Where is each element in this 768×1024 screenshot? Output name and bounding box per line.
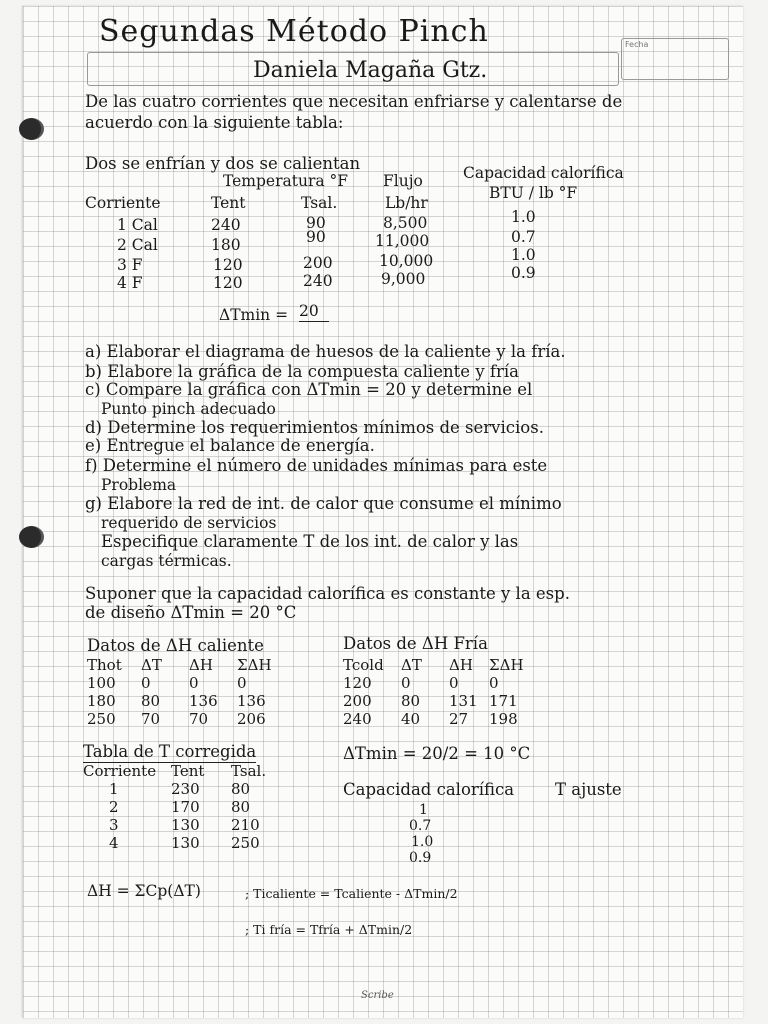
table-cell: 120 [343,674,372,692]
capacity-value: 1.0 [411,834,434,850]
question-g-cont: requerido de servicios [101,514,277,532]
table-cell: 130 [171,834,200,852]
capacity-value: 0.7 [409,818,432,834]
table-cell: 70 [189,710,209,728]
table-cell: 210 [231,816,260,834]
table-header-cell: ΔH [449,656,473,674]
capacity-value: 0.9 [409,850,432,866]
cold-data-table [343,656,532,728]
table-row [83,798,283,816]
hot-data-table [87,656,285,728]
table-cell: 80 [231,780,251,798]
table-row [83,780,283,798]
stream-tsal: 240 [303,272,333,290]
stream-flujo: 9,000 [381,270,426,288]
table-cell: 136 [189,692,218,710]
table-cell: 136 [237,692,266,710]
question-f-cont: Problema [101,476,177,494]
stream-tent: 120 [213,274,243,292]
table-header-cell: Corriente [83,762,157,780]
intro-line-1: De las cuatro corrientes que necesitan enfriarse y calentarse de [85,92,623,111]
stream-tsal: 200 [303,254,333,272]
date-label: Fecha [625,40,649,49]
table-cell: 170 [171,798,200,816]
capacity-label: Capacidad calorífica [343,780,515,799]
table-cell: 0 [401,674,411,692]
table-cell: 3 [109,816,119,834]
notebook-page [22,6,743,1018]
table-cell: 250 [231,834,260,852]
table-header-cell: ΣΔH [489,656,524,674]
table-cell: 1 [109,780,119,798]
stream-tsal: 90 [306,228,326,246]
table-row [83,834,283,852]
table-cell: 70 [141,710,161,728]
stream-tent: 240 [211,216,241,234]
table-cell: 0 [449,674,459,692]
page-title: Segundas Método Pinch [99,14,489,49]
dtmin-value: 20 [299,302,329,322]
stream-flujo: 10,000 [379,252,434,270]
stream-name: 3 F [117,256,143,274]
binder-hole [19,526,44,548]
table-header-row [87,656,285,674]
stream-cp: 0.9 [511,264,536,282]
table-cell: 200 [343,692,372,710]
question-a: a) Elaborar el diagrama de huesos de la caliente y la fría. [85,342,566,361]
table-header-row [83,762,283,780]
stream-flujo: 11,000 [375,232,430,250]
table-cell: 80 [141,692,161,710]
question-b: b) Elabore la gráfica de la compuesta caliente y fría [85,362,519,381]
sub-tsal: Tsal. [301,194,338,212]
table-cell: 0 [189,674,199,692]
question-d: d) Determine los requerimientos mínimos de servicios. [85,418,544,437]
table-cell: 80 [401,692,421,710]
table-cell: 131 [449,692,478,710]
table-cell: 240 [343,710,372,728]
stream-name: 1 Cal [117,216,158,234]
formula-tfria: ; Ti fría = Tfría + ΔTmin/2 [245,922,413,937]
sub-flujo-units: Lb/hr [385,194,428,212]
question-c: c) Compare la gráfica con ΔTmin = 20 y determine el [85,380,533,399]
author-name: Daniela Magaña Gtz. [253,58,488,83]
corrected-heading: Tabla de T corregida [83,742,257,761]
sub-corriente: Corriente [85,194,161,212]
table-cell: 250 [87,710,116,728]
table-header-row [343,656,532,674]
stream-flujo: 8,500 [383,214,428,232]
table-cell: 27 [449,710,469,728]
table-header-cell: ΔH [189,656,213,674]
table-cell: 0 [237,674,247,692]
table-header-cell: Thot [87,656,122,674]
table-cell: 80 [231,798,251,816]
hot-data-heading: Datos de ΔH caliente [87,636,264,655]
dtmin-label: ΔTmin = [219,306,289,324]
table-row [343,692,532,710]
question-g: g) Elabore la red de int. de calor que consume el mínimo [85,494,562,513]
question-g-spec: Especifique claramente T de los int. de calor y las [101,532,519,551]
assumption-line-2: de diseño ΔTmin = 20 °C [85,603,297,622]
table-header-cell: ΔT [401,656,422,674]
table-header-cell: ΣΔH [237,656,272,674]
table-row [343,710,532,728]
intro-line-2: acuerdo con la siguiente tabla: [85,113,344,132]
table-cell: 40 [401,710,421,728]
binder-hole [19,118,44,140]
formula-tcal: ; Ticaliente = Tcaliente - ΔTmin/2 [245,886,458,901]
t-ajuste-label: T ajuste [555,780,622,799]
question-f: f) Determine el número de unidades mínimas para este [85,456,548,475]
table-row [83,816,283,834]
table-header-cell: Tent [171,762,205,780]
formula-dh: ΔH = ΣCp(ΔT) [87,882,201,900]
table-cell: 206 [237,710,266,728]
table-header-cell: Tcold [343,656,384,674]
table-cell: 2 [109,798,119,816]
table-cell: 171 [489,692,518,710]
cold-data-heading: Datos de ΔH Fría [343,634,488,653]
table-row [87,692,285,710]
corrected-table [83,762,283,852]
question-c-cont: Punto pinch adecuado [101,400,276,418]
table-row [87,710,285,728]
col-cap: Capacidad calorífica [463,164,624,182]
stream-cp: 0.7 [511,228,536,246]
stream-name: 2 Cal [117,236,158,254]
table-cell: 230 [171,780,200,798]
table-cell: 198 [489,710,518,728]
table-cell: 0 [141,674,151,692]
stream-cp: 1.0 [511,246,536,264]
stream-tent: 180 [211,236,241,254]
stream-tsal: 90 [306,214,326,232]
footer-mark: Scribe [361,990,394,1001]
stream-tent: 120 [213,256,243,274]
streams-heading: Dos se enfrían y dos se calientan [85,154,361,173]
sub-tent: Tent [211,194,246,212]
table-header-cell: Tsal. [231,762,267,780]
capacity-value: 1 [419,802,428,818]
table-cell: 0 [489,674,499,692]
table-header-cell: ΔT [141,656,162,674]
table-row [87,674,285,692]
stream-cp: 1.0 [511,208,536,226]
table-cell: 4 [109,834,119,852]
col-temp: Temperatura °F [223,172,349,190]
assumption-line-1: Suponer que la capacidad calorífica es constante y la esp. [85,584,570,603]
stream-name: 4 F [117,274,143,292]
question-e: e) Entregue el balance de energía. [85,436,375,455]
table-cell: 180 [87,692,116,710]
question-g-spec-cont: cargas térmicas. [101,552,232,570]
sub-cap-units: BTU / lb °F [489,184,578,202]
table-cell: 130 [171,816,200,834]
col-flujo: Flujo [383,172,423,190]
table-cell: 100 [87,674,116,692]
dtmin-half: ΔTmin = 20/2 = 10 °C [343,744,531,763]
table-row [343,674,532,692]
